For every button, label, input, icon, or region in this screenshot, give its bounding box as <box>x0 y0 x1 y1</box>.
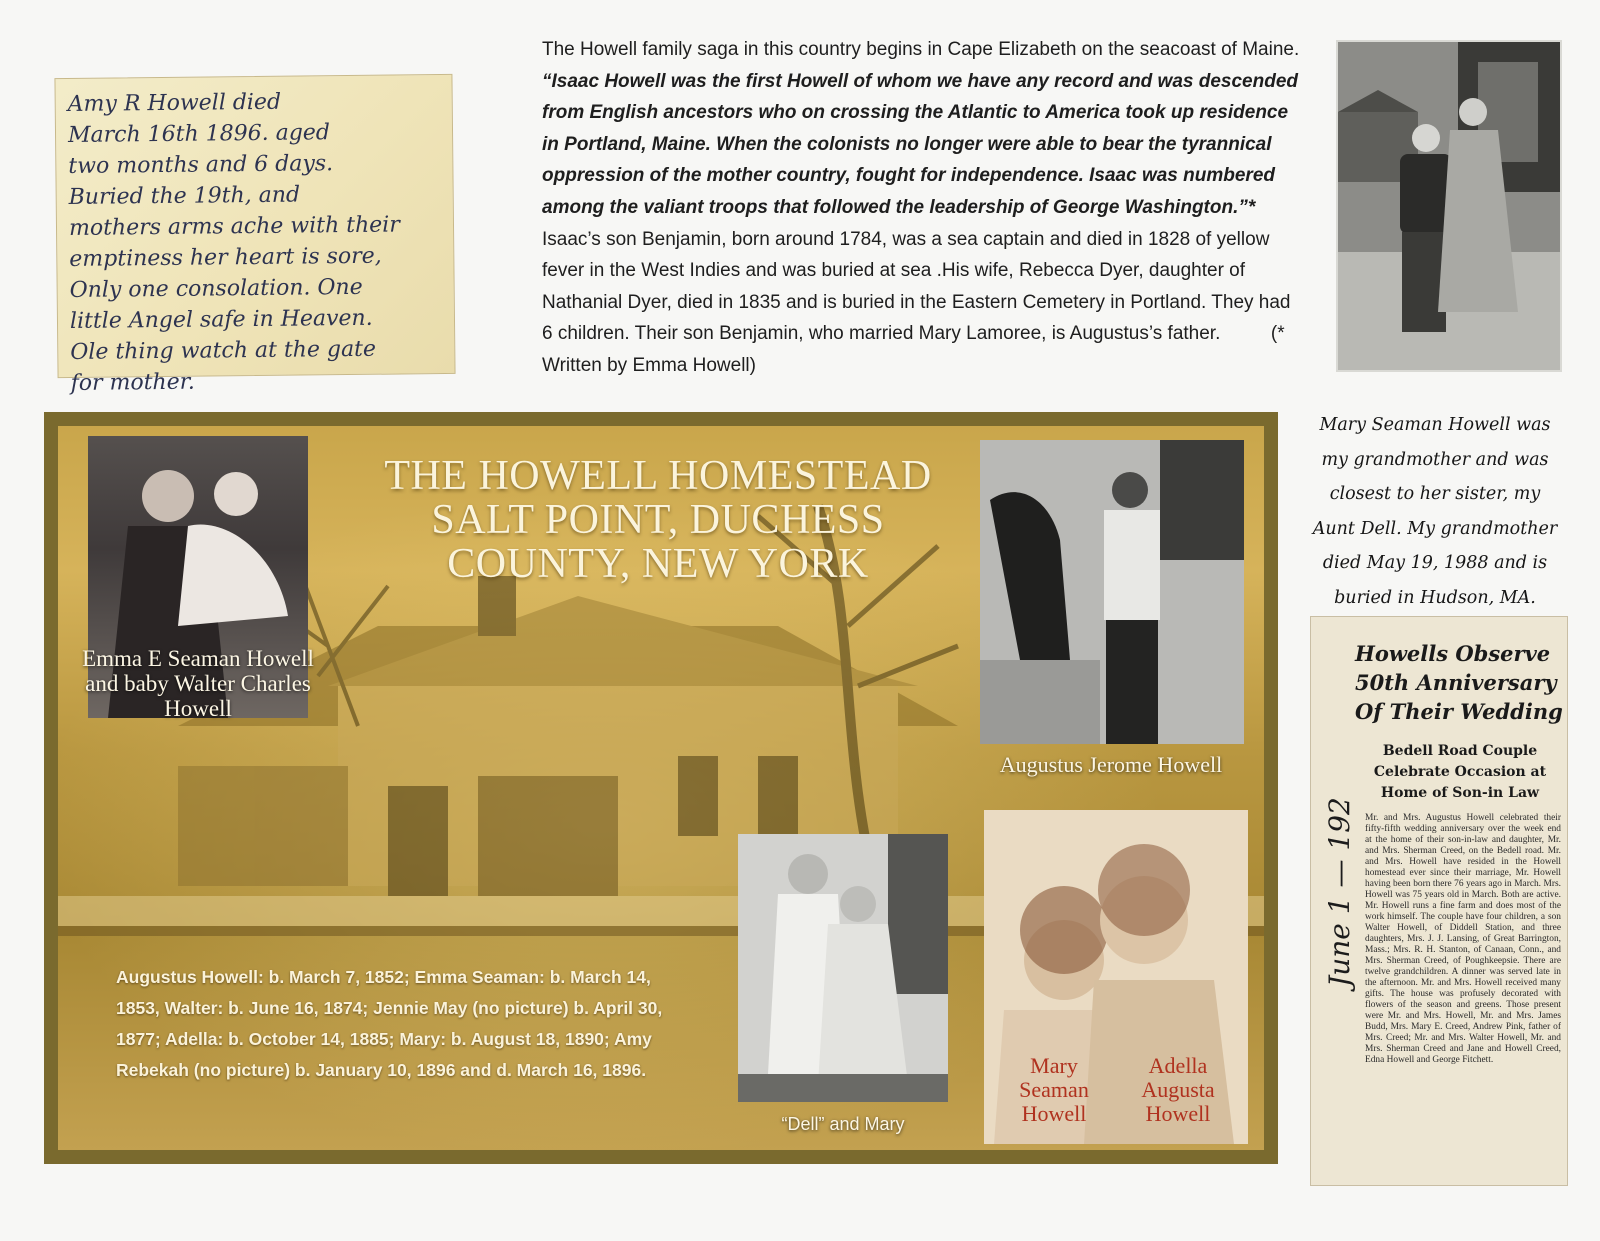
caption-mary-seaman: Mary Seaman Howell <box>1019 1053 1089 1126</box>
intro-text: The Howell family saga in this country begins in Cape Elizabeth on the seacoast of Maine. <box>542 39 1300 60</box>
caption-line: buried in Hudson, MA. <box>1334 587 1536 608</box>
note-line: March 16th 1896. aged <box>67 120 331 148</box>
caption-line: Mary Seaman Howell was <box>1319 415 1551 435</box>
clipping-subheadline: Bedell Road Couple Celebrate Occasion at Home of Son-in Law <box>1373 743 1547 801</box>
clipping-handwritten-date <box>1317 637 1357 997</box>
caption-dell-and-mary: “Dell” and Mary <box>781 1114 905 1134</box>
note-line: for mother. <box>70 369 195 396</box>
caption-line: Aunt Dell. My grandmother <box>1312 518 1558 539</box>
note-line: emptiness her heart is sore, <box>69 243 382 272</box>
clipping-body: Mr. and Mrs. Augustus Howell celebrated their fifty-fifth wedding anniversary over the week end at the home of their son-in-law and daughter, Mr. and Mrs. Sherman Creed, on the Bedell road. Mr. and Mrs. Howell have resided in the Howell homestead ever since their marriage, Mr. Howell having been born there 76 years ago in March. Mrs. Howell was 75 years old in March. Both are active. Mr. Howell runs a fine farm and does most of the work himself. The couple have four children, a son Walter Howell, of Diddell Station, and three daughters, Mrs. J. J. Lansing, of Great Barrington, Mass.; Mrs. R. H. Stanton, of Canaan, Conn., and Mrs. Sherman Creed, of Poughkeepsie. There are twelve grandchildren. A dinner was served late in the afternoon. Mr. and Mrs. Howell received many gifts. The house was profusely decorated with flowers of the season and greens. Those present were Mr. and Mrs. Howell, Mr. and Mrs. James Budd, Mrs. Mary E. Creed, Andrew Pink, father of Mrs. Creed; Mr. and Mrs. Walter Howell, Mr. and Mrs. Sherman Creed and Jane and Howell Creed, Edna Howell and George Fitchett. <box>1365 813 1561 1065</box>
board-title-line: THE HOWELL HOMESTEAD <box>384 453 932 499</box>
intro-text-continued: Isaac’s son Benjamin, born around 1784, was a sea captain and died in 1828 of yellow fever in the West Indies and was buried at sea .His wife, Rebecca Dyer, daughter of Nathanial Dyer, died in 1835 and is buried in the Eastern Cemetery in Portland. They had 6 children. Their son Benjamin, who married Mary Lamoree, is Augustus’s father. <box>542 228 1291 345</box>
handwritten-note <box>54 74 455 396</box>
caption-line: closest to her sister, my <box>1329 484 1541 504</box>
caption-line: my grandmother and was <box>1321 449 1549 470</box>
intro-quote: “Isaac Howell was the first Howell of whom we have any record and was descended from English ancestors who on crossing the Atlantic to America took up residence in Portland, Maine. When the colonists no longer were able to bear the tyrannical oppression of the mother country, fought for independence. Isaac was numbered among the valiant troops that followed the leadership of George Washington.”* <box>542 70 1299 218</box>
note-line: Ole thing watch at the gate <box>70 336 377 365</box>
caption-augustus: Augustus Jerome Howell <box>999 752 1223 777</box>
board-title <box>308 454 1008 586</box>
photo-augustus-with-horse <box>980 440 1244 744</box>
clipping-date-text: June 1 — 192 <box>1323 797 1356 987</box>
caption-adella-augusta: Adella Augusta Howell <box>1141 1053 1215 1126</box>
homestead-board <box>44 412 1278 1164</box>
intro-footnote: (* Written by Emma Howell) <box>542 323 1285 376</box>
note-line: little Angel safe in Heaven. <box>69 305 373 334</box>
note-line: Buried the 19th, and <box>68 182 301 210</box>
handwritten-caption <box>1300 408 1570 615</box>
clipping-headline: Howells Observe 50th Anniversary Of Their Wedding <box>1355 641 1563 724</box>
photo-dell-and-mary-image <box>738 834 948 1102</box>
board-title-line: SALT POINT, DUCHESS <box>431 497 885 543</box>
note-line: two months and 6 days. <box>68 151 334 179</box>
caption-emma: Emma E Seaman Howell and baby Walter Charles Howell <box>82 646 314 721</box>
family-dates-text: Augustus Howell: b. March 7, 1852; Emma Seaman: b. March 14, 1853, Walter: b. June 16, 1874; Jennie May (no picture) b. April 30, 1877; Adella: b. October 14, 1885; Mary: b. August 18, 1890; Amy Rebekah (no picture) b. January 10, 1896 and d. March 16, 1896. <box>116 967 663 1080</box>
note-line: Amy R Howell died <box>67 89 282 117</box>
homestead-board-inner <box>58 426 1264 1150</box>
photo-elderly-couple <box>1336 40 1562 372</box>
note-line: mothers arms ache with their <box>68 212 400 241</box>
photo-elderly-couple-image <box>1338 42 1560 370</box>
photo-augustus-image <box>980 440 1244 744</box>
board-title-line: COUNTY, NEW YORK <box>447 541 869 587</box>
intro-paragraph <box>542 34 1302 382</box>
photo-dell-and-mary <box>738 834 948 1102</box>
note-line: Only one consolation. One <box>69 274 363 303</box>
newspaper-clipping <box>1310 616 1568 1186</box>
caption-line: died May 19, 1988 and is <box>1322 553 1548 573</box>
